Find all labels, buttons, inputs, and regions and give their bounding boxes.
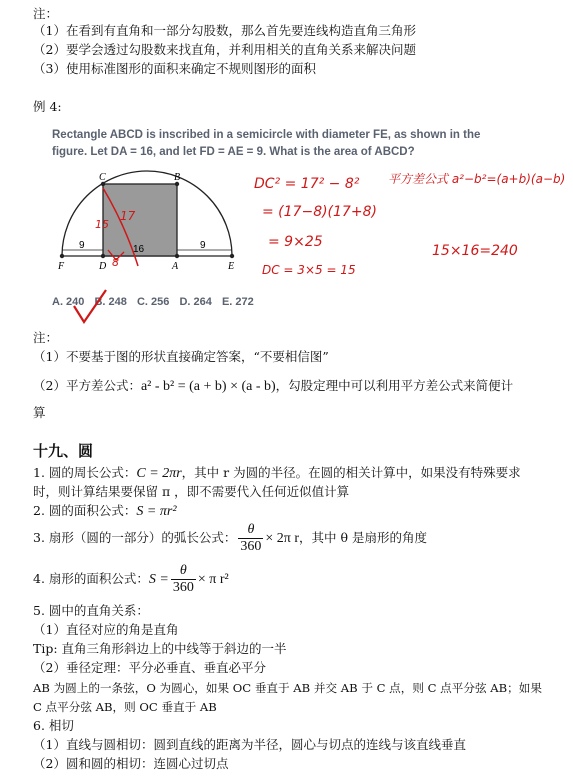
example-label: 例 4: bbox=[33, 99, 62, 114]
note1-item-3: （3）使用标准图形的面积来确定不规则图形的面积 bbox=[33, 61, 316, 76]
circle-l6: 6. 相切 bbox=[33, 718, 74, 733]
arc-tail: × 2π r bbox=[265, 531, 300, 546]
circle-l3-suffix: ，其中 θ 是扇形的角度 bbox=[299, 530, 428, 545]
area-formula: S = πr² bbox=[136, 504, 177, 519]
label-a: A bbox=[172, 261, 179, 272]
semicircle-figure bbox=[50, 170, 250, 280]
point-e bbox=[230, 254, 234, 258]
hw-area: 15×16=240 bbox=[432, 243, 518, 259]
point-f bbox=[60, 254, 64, 258]
label-e: E bbox=[228, 261, 235, 272]
circle-l5: 5. 圆中的直角关系： bbox=[33, 603, 149, 618]
note2-item-2-suffix: ，勾股定理中可以利用平方差公式来简便计 bbox=[275, 378, 514, 393]
arc-denominator: 360 bbox=[240, 539, 262, 554]
hw-line-2: = (17−8)(17+8) bbox=[262, 204, 377, 220]
hw-formula: 平方差公式 a²−b²=(a+b)(a−b) bbox=[388, 172, 566, 186]
circle-l5-1: （1）直径对应的角是直角 bbox=[33, 622, 179, 637]
sector-fraction bbox=[171, 563, 196, 596]
circle-l2 bbox=[33, 503, 177, 520]
checkmark-icon bbox=[70, 288, 110, 328]
circle-l1 bbox=[33, 465, 521, 482]
label-b: B bbox=[174, 172, 181, 183]
circle-l1-prefix: 1. 圆的周长公式： bbox=[33, 465, 137, 480]
circle-tip: Tip: 直角三角形斜边上的中线等于斜边的一半 bbox=[33, 641, 287, 656]
section-title: 十九、圆 bbox=[33, 442, 94, 460]
arc-numerator: θ bbox=[238, 522, 263, 539]
sector-denominator: 360 bbox=[172, 580, 194, 595]
note2-item-1: （1）不要基于图的形状直接确定答案，“不要相信图” bbox=[33, 349, 329, 364]
note1-item-1: （1）在看到有直角和一部分勾股数，那么首先要连线构造直角三角形 bbox=[33, 23, 416, 38]
circle-l4-prefix: 4. 扇形的面积公式： bbox=[33, 571, 149, 586]
segment-ae: 9 bbox=[200, 240, 206, 251]
label-d: D bbox=[99, 261, 107, 272]
note2-title: 注： bbox=[33, 330, 59, 345]
hw-8: 8 bbox=[112, 256, 119, 269]
sector-tail: × π r² bbox=[197, 572, 229, 587]
label-c: C bbox=[99, 172, 106, 183]
point-a bbox=[175, 254, 179, 258]
circle-l5-2: （2）垂径定理：平分必垂直、垂直必平分 bbox=[33, 660, 266, 675]
segment-fd: 9 bbox=[79, 240, 85, 251]
problem-line-2: figure. Let DA = 16, and let FD = AE = 9. What is the area of ABCD? bbox=[52, 146, 415, 158]
circle-l4 bbox=[33, 563, 229, 596]
circle-l5-4: C 点平分弦 AB，则 OC 垂直于 AB bbox=[33, 700, 217, 714]
note2-item-2 bbox=[33, 378, 513, 395]
note1-item-2: （2）要学会透过勾股数来找直角，并利用相关的直角关系来解决问题 bbox=[33, 42, 416, 57]
arc-fraction bbox=[238, 522, 263, 555]
circle-l1-suffix: ，其中 r 为圆的半径。在圆的相关计算中，如果没有特殊要求 bbox=[181, 465, 521, 480]
choice-e[interactable]: E. 272 bbox=[221, 296, 254, 308]
sector-numerator: θ bbox=[171, 563, 196, 580]
hw-17: 17 bbox=[120, 209, 136, 223]
circumference-formula: C = 2πr bbox=[136, 466, 182, 481]
label-f: F bbox=[58, 261, 65, 272]
hw-line-1: DC² = 17² − 8² bbox=[254, 176, 360, 192]
circle-l1-cont: 时，则计算结果要保留 π ，即不需要代入任何近似值计算 bbox=[33, 484, 350, 499]
choice-b[interactable]: B. 248 bbox=[94, 296, 127, 308]
choice-c[interactable]: C. 256 bbox=[136, 296, 170, 308]
circle-l3-prefix: 3. 扇形（圆的一部分）的弧长公式： bbox=[33, 530, 237, 545]
note1-title: 注： bbox=[33, 6, 59, 21]
circle-l6-1: （1）直线与圆相切：圆到直线的距离为半径，圆心与切点的连线与该直线垂直 bbox=[33, 737, 466, 752]
circle-l6-2: （2）圆和圆的相切：连圆心过切点 bbox=[33, 756, 229, 771]
point-d bbox=[101, 254, 105, 258]
sector-lhs: S = bbox=[148, 572, 169, 587]
circle-l5-3: AB 为圆上的一条弦，O 为圆心，如果 OC 垂直于 AB 并交 AB 于 C 点，则 C 点平分弦 AB；如果 bbox=[33, 681, 542, 695]
note2-item-2-cont: 算 bbox=[33, 405, 46, 420]
difference-of-squares-formula: a² - b² = (a + b) × (a - b) bbox=[140, 379, 276, 394]
segment-da: 16 bbox=[133, 244, 145, 255]
hw-15: 15 bbox=[95, 218, 109, 231]
note2-item-2-prefix: （2）平方差公式： bbox=[33, 378, 141, 393]
hw-line-3: = 9×25 bbox=[268, 234, 323, 250]
circle-l3 bbox=[33, 522, 427, 555]
hw-line-4: DC = 3×5 = 15 bbox=[262, 263, 356, 277]
circle-l2-prefix: 2. 圆的面积公式： bbox=[33, 503, 137, 518]
problem-line-1: Rectangle ABCD is inscribed in a semicircle with diameter FE, as shown in the bbox=[52, 129, 481, 141]
choice-a[interactable]: A. 240 bbox=[52, 296, 85, 308]
choice-d[interactable]: D. 264 bbox=[179, 296, 212, 308]
